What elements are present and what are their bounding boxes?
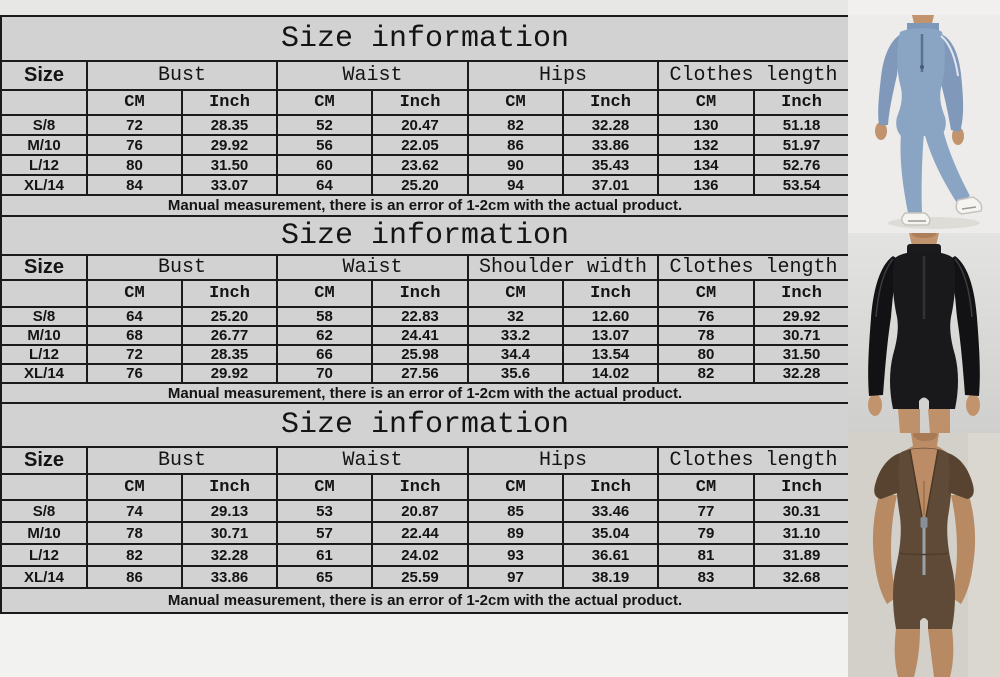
value-cell: 52 <box>277 115 372 135</box>
value-cell: 130 <box>658 115 754 135</box>
value-cell: 31.50 <box>182 155 277 175</box>
value-cell: 58 <box>277 307 372 326</box>
size-row-m10 <box>1 522 849 544</box>
value-cell: 51.18 <box>754 115 849 135</box>
col-header-bust: Bust <box>87 61 277 90</box>
size-row-s8 <box>1 307 849 326</box>
unit-cm: CM <box>658 90 754 115</box>
unit-row-spacer <box>1 280 87 307</box>
value-cell: 37.01 <box>563 175 658 195</box>
value-cell: 78 <box>658 326 754 345</box>
col-header-waist: Waist <box>277 61 468 90</box>
value-cell: 33.86 <box>563 135 658 155</box>
value-cell: 28.35 <box>182 115 277 135</box>
value-cell: 60 <box>277 155 372 175</box>
value-cell: 68 <box>87 326 182 345</box>
value-cell: 13.54 <box>563 345 658 364</box>
col-header-clothes-length: Clothes length <box>658 447 849 474</box>
value-cell: 28.35 <box>182 345 277 364</box>
value-cell: 61 <box>277 544 372 566</box>
unit-cm: CM <box>468 90 563 115</box>
size-label: S/8 <box>1 307 87 326</box>
product-photos-column <box>848 0 1000 677</box>
size-label: XL/14 <box>1 364 87 383</box>
value-cell: 53 <box>277 500 372 522</box>
black-romper-model-image <box>848 233 1000 433</box>
value-cell: 32 <box>468 307 563 326</box>
value-cell: 85 <box>468 500 563 522</box>
value-cell: 86 <box>468 135 563 155</box>
value-cell: 25.20 <box>182 307 277 326</box>
size-label: L/12 <box>1 345 87 364</box>
value-cell: 29.92 <box>754 307 849 326</box>
value-cell: 25.98 <box>372 345 468 364</box>
col-header-bust: Bust <box>87 447 277 474</box>
unit-inch: Inch <box>182 474 277 500</box>
unit-cm: CM <box>277 90 372 115</box>
value-cell: 64 <box>87 307 182 326</box>
value-cell: 65 <box>277 566 372 588</box>
value-cell: 86 <box>87 566 182 588</box>
value-cell: 14.02 <box>563 364 658 383</box>
unit-cm: CM <box>658 474 754 500</box>
value-cell: 84 <box>87 175 182 195</box>
value-cell: 32.28 <box>754 364 849 383</box>
value-cell: 56 <box>277 135 372 155</box>
value-cell: 33.2 <box>468 326 563 345</box>
size-label: L/12 <box>1 155 87 175</box>
value-cell: 25.20 <box>372 175 468 195</box>
value-cell: 62 <box>277 326 372 345</box>
value-cell: 20.47 <box>372 115 468 135</box>
brown-romper-model-image <box>848 433 1000 677</box>
size-table-brown-romper <box>0 404 850 614</box>
value-cell: 76 <box>87 135 182 155</box>
col-header-hips: Hips <box>468 61 658 90</box>
col-header-size: Size <box>1 255 87 280</box>
value-cell: 32.68 <box>754 566 849 588</box>
col-header-bust: Bust <box>87 255 277 280</box>
unit-inch: Inch <box>563 90 658 115</box>
unit-cm: CM <box>468 280 563 307</box>
value-cell: 35.04 <box>563 522 658 544</box>
value-cell: 76 <box>658 307 754 326</box>
size-label: S/8 <box>1 500 87 522</box>
unit-inch: Inch <box>372 474 468 500</box>
value-cell: 32.28 <box>563 115 658 135</box>
value-cell: 24.02 <box>372 544 468 566</box>
unit-cm: CM <box>87 90 182 115</box>
size-label: M/10 <box>1 522 87 544</box>
size-label: M/10 <box>1 326 87 345</box>
measurement-note: Manual measurement, there is an error of 1-2cm with the actual product. <box>1 195 849 216</box>
value-cell: 82 <box>658 364 754 383</box>
unit-row-spacer <box>1 474 87 500</box>
value-cell: 23.62 <box>372 155 468 175</box>
value-cell: 30.31 <box>754 500 849 522</box>
value-cell: 38.19 <box>563 566 658 588</box>
unit-inch: Inch <box>563 280 658 307</box>
col-header-waist: Waist <box>277 447 468 474</box>
size-row-xl14 <box>1 566 849 588</box>
size-label: XL/14 <box>1 566 87 588</box>
bottom-margin-band <box>0 614 848 677</box>
value-cell: 30.71 <box>182 522 277 544</box>
value-cell: 33.86 <box>182 566 277 588</box>
unit-cm: CM <box>658 280 754 307</box>
value-cell: 20.87 <box>372 500 468 522</box>
value-cell: 33.07 <box>182 175 277 195</box>
size-row-m10 <box>1 326 849 345</box>
value-cell: 32.28 <box>182 544 277 566</box>
value-cell: 94 <box>468 175 563 195</box>
value-cell: 22.83 <box>372 307 468 326</box>
value-cell: 90 <box>468 155 563 175</box>
unit-inch: Inch <box>563 474 658 500</box>
photo-top-margin <box>848 0 1000 15</box>
value-cell: 77 <box>658 500 754 522</box>
value-cell: 136 <box>658 175 754 195</box>
value-cell: 24.41 <box>372 326 468 345</box>
measurement-note: Manual measurement, there is an error of 1-2cm with the actual product. <box>1 588 849 613</box>
value-cell: 35.6 <box>468 364 563 383</box>
value-cell: 34.4 <box>468 345 563 364</box>
size-row-l12 <box>1 345 849 364</box>
value-cell: 74 <box>87 500 182 522</box>
size-table-jumpsuit <box>0 15 850 217</box>
value-cell: 13.07 <box>563 326 658 345</box>
size-row-xl14 <box>1 364 849 383</box>
value-cell: 72 <box>87 115 182 135</box>
value-cell: 70 <box>277 364 372 383</box>
value-cell: 31.89 <box>754 544 849 566</box>
col-header-waist: Waist <box>277 255 468 280</box>
section-title: Size information <box>1 217 849 255</box>
size-row-l12 <box>1 155 849 175</box>
value-cell: 83 <box>658 566 754 588</box>
size-label: L/12 <box>1 544 87 566</box>
unit-inch: Inch <box>754 280 849 307</box>
size-row-l12 <box>1 544 849 566</box>
value-cell: 80 <box>658 345 754 364</box>
value-cell: 89 <box>468 522 563 544</box>
value-cell: 30.71 <box>754 326 849 345</box>
value-cell: 29.92 <box>182 135 277 155</box>
col-header-hips: Hips <box>468 447 658 474</box>
col-header-size: Size <box>1 447 87 474</box>
value-cell: 134 <box>658 155 754 175</box>
value-cell: 76 <box>87 364 182 383</box>
value-cell: 53.54 <box>754 175 849 195</box>
size-row-s8 <box>1 115 849 135</box>
value-cell: 51.97 <box>754 135 849 155</box>
value-cell: 22.05 <box>372 135 468 155</box>
value-cell: 26.77 <box>182 326 277 345</box>
measurement-note: Manual measurement, there is an error of 1-2cm with the actual product. <box>1 383 849 403</box>
size-row-m10 <box>1 135 849 155</box>
value-cell: 35.43 <box>563 155 658 175</box>
top-margin-band <box>0 0 848 15</box>
unit-cm: CM <box>87 474 182 500</box>
value-cell: 36.61 <box>563 544 658 566</box>
blue-jumpsuit-model-image <box>848 15 1000 233</box>
value-cell: 97 <box>468 566 563 588</box>
size-label: XL/14 <box>1 175 87 195</box>
size-label: M/10 <box>1 135 87 155</box>
unit-cm: CM <box>277 474 372 500</box>
unit-inch: Inch <box>182 280 277 307</box>
unit-inch: Inch <box>754 90 849 115</box>
value-cell: 25.59 <box>372 566 468 588</box>
value-cell: 33.46 <box>563 500 658 522</box>
value-cell: 29.13 <box>182 500 277 522</box>
value-cell: 79 <box>658 522 754 544</box>
col-header-clothes-length: Clothes length <box>658 61 849 90</box>
unit-cm: CM <box>277 280 372 307</box>
size-table-black-romper <box>0 217 850 404</box>
value-cell: 72 <box>87 345 182 364</box>
value-cell: 82 <box>468 115 563 135</box>
value-cell: 82 <box>87 544 182 566</box>
section-title: Size information <box>1 404 849 447</box>
value-cell: 52.76 <box>754 155 849 175</box>
value-cell: 81 <box>658 544 754 566</box>
product-photo-blue-jumpsuit <box>848 15 1000 233</box>
size-row-s8 <box>1 500 849 522</box>
col-header-size: Size <box>1 61 87 90</box>
value-cell: 29.92 <box>182 364 277 383</box>
size-row-xl14 <box>1 175 849 195</box>
unit-inch: Inch <box>754 474 849 500</box>
value-cell: 22.44 <box>372 522 468 544</box>
value-cell: 93 <box>468 544 563 566</box>
size-label: S/8 <box>1 115 87 135</box>
unit-inch: Inch <box>372 280 468 307</box>
value-cell: 31.50 <box>754 345 849 364</box>
value-cell: 64 <box>277 175 372 195</box>
col-header-shoulder-width: Shoulder width <box>468 255 658 280</box>
value-cell: 132 <box>658 135 754 155</box>
col-header-clothes-length: Clothes length <box>658 255 849 280</box>
product-photo-black-romper <box>848 233 1000 433</box>
unit-cm: CM <box>87 280 182 307</box>
value-cell: 12.60 <box>563 307 658 326</box>
unit-row-spacer <box>1 90 87 115</box>
unit-cm: CM <box>468 474 563 500</box>
value-cell: 31.10 <box>754 522 849 544</box>
section-title: Size information <box>1 16 849 61</box>
unit-inch: Inch <box>182 90 277 115</box>
value-cell: 78 <box>87 522 182 544</box>
unit-inch: Inch <box>372 90 468 115</box>
value-cell: 27.56 <box>372 364 468 383</box>
product-photo-brown-romper <box>848 433 1000 677</box>
value-cell: 66 <box>277 345 372 364</box>
value-cell: 80 <box>87 155 182 175</box>
value-cell: 57 <box>277 522 372 544</box>
